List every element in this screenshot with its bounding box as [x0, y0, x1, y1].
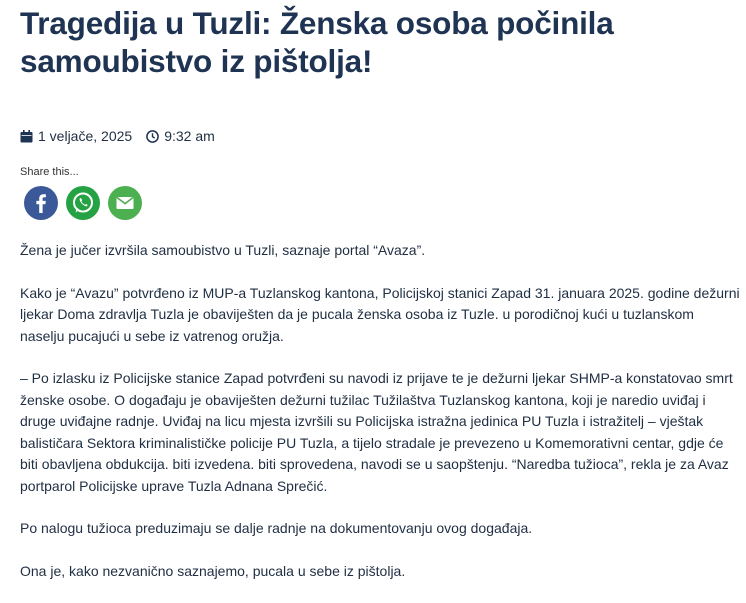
publish-time: 9:32 am	[164, 128, 215, 144]
paragraph: Ona je, kako nezvanično saznajemo, pucala u sebe iz pištolja.	[20, 562, 406, 579]
facebook-share-button[interactable]	[24, 186, 58, 220]
email-icon	[108, 186, 142, 220]
whatsapp-share-button[interactable]	[66, 186, 100, 220]
paragraph: Žena je jučer izvršila samoubistvo u Tuzli, saznaje portal “Avaza”.	[20, 242, 426, 258]
paragraph: Kako je “Avazu” potvrđeno iz MUP-a Tuzlanskog kantona, Policijskoj stanici Zapad 31. januara 2025. godine dežurni ljekar Doma zdravlja Tuzla je obaviješten da je pucala ženska osoba iz Tuzle. u porodičnoj kući u tuzlanskom naselju pucajući u sebe iz vatrenog oružja.	[20, 284, 740, 344]
time-item	[146, 128, 215, 144]
share-buttons	[24, 186, 150, 220]
paragraph: – Po izlasku iz Policijske stanice Zapad potvrđeni su navodi iz prijave te je dežurni ljekar SHMP-a konstatovao smrt ženske osobe. O događaju je obaviješten dežurni tužilac Tužilaštva Tuzlanskog kantona, koji je naredio uviđaj i druge uviđajne radnje. Uviđaj na licu mjesta izvršili su Policijska istražna jedinica PU Tuzla i istražitelj – vještak balističara Sektora kriminalističke policije PU Tuzla, a tijelo stradale je prevezeno u Komemorativni centar, gdje će biti obavljena obdukcija. biti izvedena. biti sprovedena, navodi se u saopštenju. “Naredba tužioca”, rekla je za Avaz portparol Policijske uprave Tuzla Adnana Sprečić.	[20, 370, 733, 494]
publish-date: 1 veljače, 2025	[38, 128, 133, 144]
email-share-button[interactable]	[108, 186, 142, 220]
article	[20, 0, 742, 579]
whatsapp-icon	[66, 186, 100, 220]
clock-icon	[146, 130, 159, 143]
share-label: Share this...	[20, 166, 79, 178]
article-title: Tragedija u Tuzli: Ženska osoba počinila samoubistvo iz pištolja!	[20, 5, 614, 79]
article-body	[20, 240, 742, 603]
facebook-icon	[24, 186, 58, 220]
date-item	[20, 128, 132, 144]
article-meta	[20, 128, 229, 144]
paragraph: Po nalogu tužioca preduzimaju se dalje radnje na dokumentovanju ovog događaja.	[20, 520, 533, 536]
calendar-icon	[20, 130, 33, 143]
